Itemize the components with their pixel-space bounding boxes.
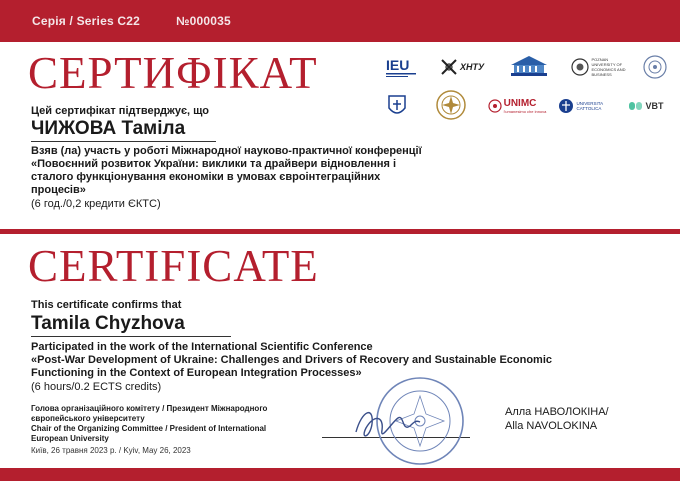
committee-title <box>31 404 311 444</box>
committee-line: Chair of the Organizing Committee / President of International <box>31 424 267 433</box>
khntu-logo: ХНТУ <box>430 56 494 78</box>
participation-english <box>31 341 552 380</box>
committee-line: European University <box>31 434 109 443</box>
desc-line: Взяв (ла) участь у роботі Міжнародної науково-практичної конференції <box>31 145 422 157</box>
gold-crest-icon <box>435 89 467 121</box>
unimc-icon <box>488 99 502 113</box>
issue-date: Київ, 26 травня 2023 р. / Kyiv, May 26, 2023 <box>31 446 191 455</box>
vbt-icon <box>629 101 643 111</box>
catolica-icon <box>558 98 574 114</box>
desc-line: «Повоєнний розвиток України: виклики та драйвери відновлення і <box>31 158 397 170</box>
title-ukrainian: СЕРТИФІКАТ <box>28 48 318 98</box>
recipient-name-ukrainian: ЧИЖОВА Таміла <box>31 118 186 139</box>
university-building-logo <box>506 52 552 80</box>
signer-name-ukrainian: Алла НАВОЛОКІНА/ <box>505 406 609 418</box>
crest-icon <box>385 92 409 120</box>
unimc-logo: UNIMC l'umanesimo che innova <box>484 94 550 118</box>
bottom-band <box>0 468 680 481</box>
desc-line: Functioning in the Context of European Integration Processes» <box>31 367 362 379</box>
divider-band <box>0 229 680 234</box>
committee-line: Голова організаційного комітету / Президент Міжнародного <box>31 404 268 413</box>
name-underline-ukrainian <box>31 141 216 142</box>
desc-line: сталого функціонування економіки в умовах євроінтеграційних <box>31 171 381 183</box>
series-label: Серія / Series C22 <box>32 14 140 28</box>
gold-crest-logo <box>434 88 468 122</box>
recipient-name-english: Tamila Chyzhova <box>31 313 185 334</box>
catolica-logo: UNIVERSITA CATTOLICA <box>556 94 612 118</box>
ieu-logo <box>384 54 418 80</box>
certificate-number: №000035 <box>176 14 231 28</box>
committee-line: європейського університету <box>31 414 145 423</box>
poznan-logo: POZNAN UNIVERSITY OF ECONOMICS AND BUSINESS <box>570 54 630 80</box>
participation-ukrainian <box>31 145 422 197</box>
poznan-crest-icon <box>571 58 589 76</box>
seal-icon <box>643 55 667 79</box>
handwritten-signature-icon <box>352 402 422 446</box>
vbt-logo: VBT <box>626 98 666 114</box>
building-icon <box>507 53 551 79</box>
confirms-ukrainian: Цей сертифікат підтверджує, що <box>31 105 210 117</box>
crest-logo <box>384 92 410 120</box>
signer-name <box>505 405 609 433</box>
round-seal-logo <box>642 54 668 80</box>
credits-ukrainian: (6 год./0,2 кредити ЄКТС) <box>31 198 161 210</box>
desc-line: «Post-War Development of Ukraine: Challenges and Drivers of Recovery and Sustainable Economic <box>31 354 553 366</box>
svg-text:IEU: IEU <box>386 57 410 73</box>
name-underline-english <box>31 336 231 337</box>
khntu-icon <box>440 58 458 76</box>
confirms-english: This certificate confirms that <box>31 299 182 311</box>
signer-name-english: Alla NAVOLOKINA <box>505 420 598 432</box>
ieu-icon <box>385 56 417 78</box>
desc-line: процесів» <box>31 184 86 196</box>
credits-english: (6 hours/0.2 ECTS credits) <box>31 381 162 393</box>
title-english: CERTIFICATE <box>28 241 319 291</box>
desc-line: Participated in the work of the International Scientific Conference <box>31 341 373 353</box>
